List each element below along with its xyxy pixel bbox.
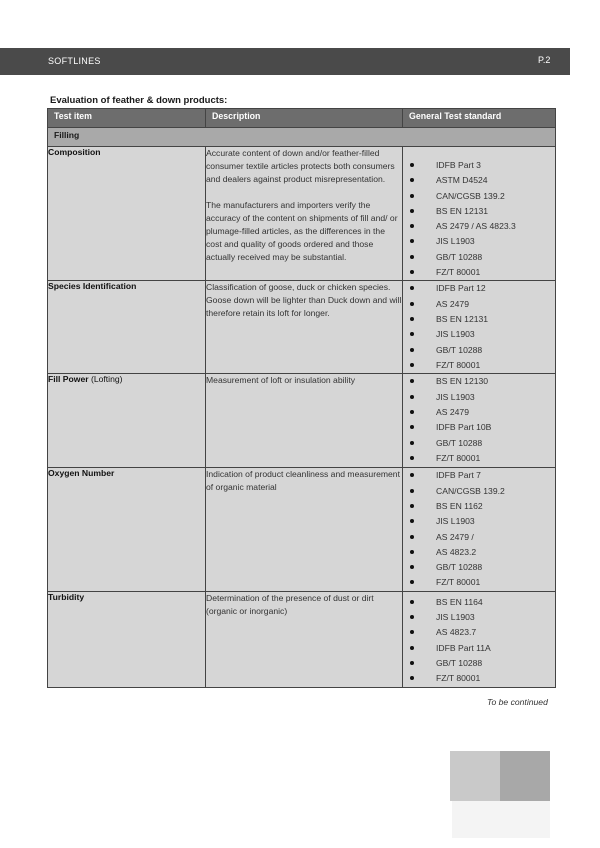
standards-list xyxy=(403,374,555,466)
test-item-name: Turbidity xyxy=(48,591,85,602)
decorative-block-light xyxy=(450,751,500,801)
standards-cell xyxy=(403,591,556,687)
section-row-filling xyxy=(48,128,556,147)
standard-item: AS 4823.7 xyxy=(403,625,555,640)
table-row xyxy=(48,147,556,281)
table-row xyxy=(48,468,556,591)
standards-list xyxy=(403,592,555,687)
standard-item: IDFB Part 10B xyxy=(403,420,555,435)
standard-item: FZ/T 80001 xyxy=(403,671,555,686)
standards-list xyxy=(403,281,555,373)
description-text: Classification of goose, duck or chicken species. Goose down will be lighter than Duck down and will therefore retain its loft for longer. xyxy=(206,282,402,319)
table-row xyxy=(48,591,556,687)
table-row xyxy=(48,281,556,374)
test-item-cell xyxy=(48,374,206,468)
decorative-block-dark xyxy=(500,751,550,801)
standard-item: BS EN 12131 xyxy=(403,312,555,327)
standard-item: IDFB Part 11A xyxy=(403,641,555,656)
standard-item: ASTM D4524 xyxy=(403,173,555,188)
description-text: Accurate content of down and/or feather-filled consumer textile articles protects both consumers and dealers against product misrepresentation. xyxy=(206,148,395,184)
description-text: Indication of product cleanliness and measurement of organic material xyxy=(206,469,400,493)
standard-item: JIS L1903 xyxy=(403,234,555,249)
description-text: Determination of the presence of dust or dirt (organic or inorganic) xyxy=(206,592,374,616)
standards-list xyxy=(403,468,555,590)
standard-item: BS EN 12130 xyxy=(403,374,555,389)
standards-list xyxy=(403,147,555,280)
standard-item: IDFB Part 3 xyxy=(403,158,555,173)
standard-item: FZ/T 80001 xyxy=(403,575,555,590)
column-header-standard: General Test standard xyxy=(403,109,556,128)
test-item-name: Composition xyxy=(48,147,101,157)
standard-item: AS 2479 xyxy=(403,297,555,312)
standard-item: GB/T 10288 xyxy=(403,343,555,358)
column-header-description: Description xyxy=(206,109,403,128)
standard-item: JIS L1903 xyxy=(403,390,555,405)
table-row xyxy=(48,374,556,468)
section-label: SOFTLINES xyxy=(48,56,101,66)
standard-item: CAN/CGSB 139.2 xyxy=(403,484,555,499)
test-item-note: (Lofting) xyxy=(90,374,123,385)
description-cell xyxy=(206,281,403,374)
standard-item: FZ/T 80001 xyxy=(403,358,555,373)
standard-item: IDFB Part 12 xyxy=(403,281,555,296)
standards-cell xyxy=(403,468,556,591)
description-cell xyxy=(206,147,403,281)
standards-cell xyxy=(403,374,556,468)
description-cell xyxy=(206,374,403,468)
test-item-name: Oxygen Number xyxy=(48,468,115,479)
standard-item: AS 4823.2 xyxy=(403,545,555,560)
standard-item: FZ/T 80001 xyxy=(403,265,555,280)
standard-item: AS 2479 xyxy=(403,405,555,420)
description-cell xyxy=(206,591,403,687)
standard-item: GB/T 10288 xyxy=(403,560,555,575)
standard-item: AS 2479 / AS 4823.3 xyxy=(403,219,555,234)
standard-item: IDFB Part 7 xyxy=(403,468,555,483)
table-header-row xyxy=(48,109,556,128)
test-item-name: Fill Power xyxy=(48,374,89,385)
standards-cell xyxy=(403,147,556,281)
standard-item: JIS L1903 xyxy=(403,514,555,529)
continued-note: To be continued xyxy=(487,697,548,707)
standard-item: BS EN 1162 xyxy=(403,499,555,514)
standard-item: JIS L1903 xyxy=(403,327,555,342)
standard-item: FZ/T 80001 xyxy=(403,451,555,466)
page-title: Evaluation of feather & down products: xyxy=(50,95,228,106)
standard-item: JIS L1903 xyxy=(403,610,555,625)
test-item-cell xyxy=(48,281,206,374)
section-label-filling: Filling xyxy=(48,128,556,147)
standard-item: AS 2479 / xyxy=(403,530,555,545)
standard-item: CAN/CGSB 139.2 xyxy=(403,189,555,204)
test-item-cell xyxy=(48,468,206,591)
page-number: P.2 xyxy=(538,55,551,65)
decorative-block-faint xyxy=(452,801,550,838)
description-text: Measurement of loft or insulation ability xyxy=(206,375,356,386)
standard-item: GB/T 10288 xyxy=(403,250,555,265)
standards-cell xyxy=(403,281,556,374)
test-item-name: Species Identification xyxy=(48,281,137,292)
test-standards-table xyxy=(47,108,556,688)
standard-item: BS EN 12131 xyxy=(403,204,555,219)
column-header-test-item: Test item xyxy=(48,109,206,128)
standard-item: GB/T 10288 xyxy=(403,656,555,671)
description-text-2: The manufacturers and importers verify the accuracy of the content on shipments of fill and/ or plumage-filled articles, as the differences in the cost and quality of goods ordered and those actually received may be substantial. xyxy=(206,200,398,262)
description-cell xyxy=(206,468,403,591)
standard-item: BS EN 1164 xyxy=(403,595,555,610)
standard-item: GB/T 10288 xyxy=(403,436,555,451)
test-item-cell xyxy=(48,591,206,687)
test-item-cell xyxy=(48,147,206,281)
header-band xyxy=(0,48,570,75)
